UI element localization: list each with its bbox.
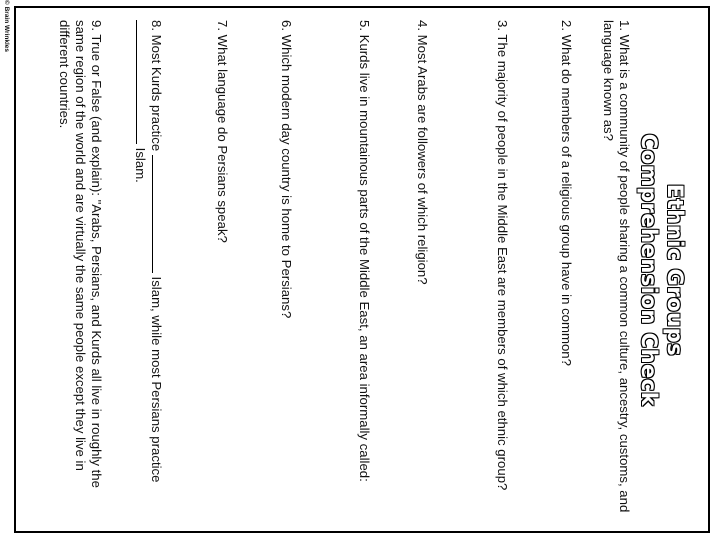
- question-8: [132, 20, 164, 520]
- question-5: 5. Kurds live in mountainous parts of the Middle East, an area informally called:: [357, 20, 372, 482]
- question-1: 1. What is a community of people sharing a common culture, ancestry, customs, and language known as?: [601, 20, 632, 513]
- question-8-part-2: Islam, while most Persians practice: [149, 276, 164, 483]
- answer-blank-2[interactable]: [136, 20, 137, 144]
- question-7: 7. What language do Persians speak?: [215, 20, 230, 243]
- question-4: 4. Most Arabs are followers of which religion?: [415, 20, 430, 285]
- title-line-1: Ethnic Groups: [663, 183, 687, 357]
- question-2: 2. What do members of a religious group have in common?: [559, 20, 574, 366]
- question-8-part-3: Islam.: [133, 147, 148, 183]
- copyright-notice: [0, 0, 12, 80]
- worksheet-content: [50, 14, 690, 526]
- question-8-part-1: 8. Most Kurds practice: [149, 20, 164, 152]
- question-3: 3. The majority of people in the Middle East are members of which ethnic group?: [495, 20, 510, 491]
- question-6: 6. Which modern day country is home to Persians?: [279, 20, 294, 319]
- title-line-2: Comprehension Check: [637, 133, 661, 407]
- answer-blank-1[interactable]: [152, 155, 153, 273]
- question-9: 9. True or False (and explain): "Arabs, Persians, and Kurds all live in roughly the same region of the world and are virtually the same people except they live in different countries.: [57, 20, 104, 488]
- copyright-text: © Brain Wrinkles: [3, 0, 10, 52]
